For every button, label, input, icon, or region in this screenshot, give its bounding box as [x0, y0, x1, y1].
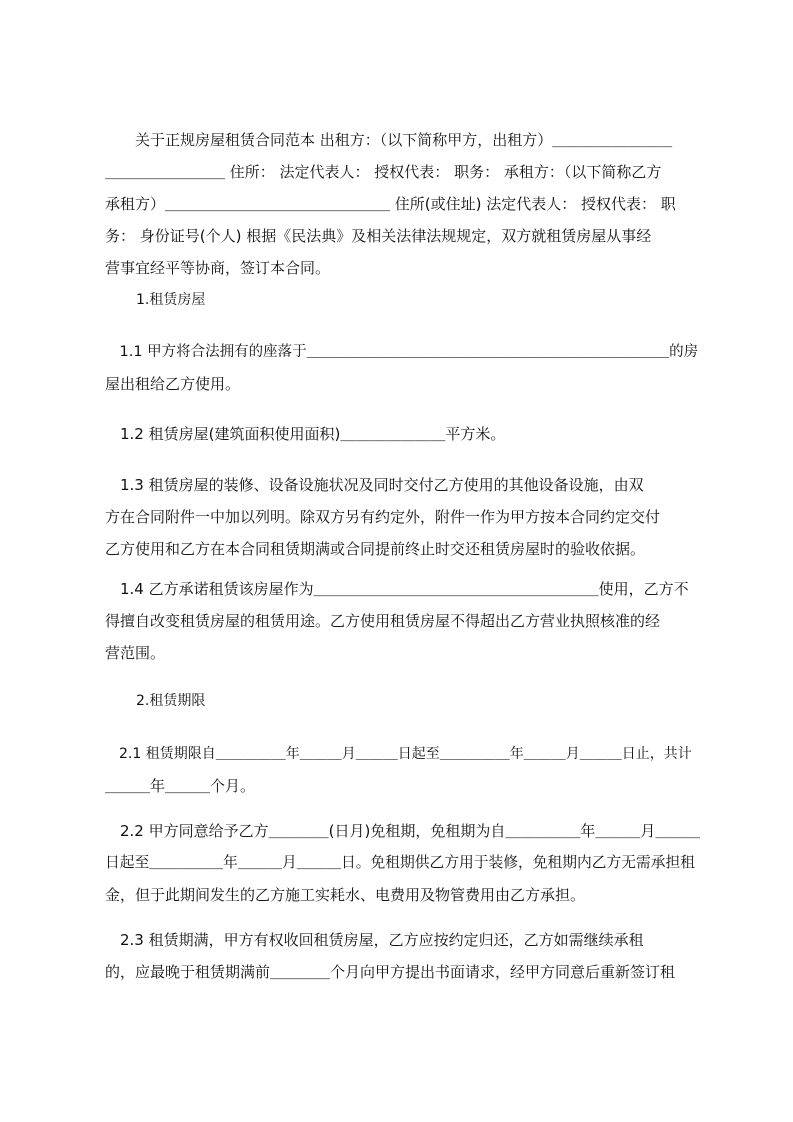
clause-1-2: [105, 418, 700, 450]
clause-2-3: [105, 924, 700, 988]
section-heading-1: 1.租赁房屋: [136, 292, 206, 308]
clause-2-1: [105, 738, 700, 802]
text-line: ＿＿＿年＿＿＿个月。: [105, 777, 256, 795]
clause-1-1: [105, 336, 700, 400]
clause-2-2: [105, 815, 700, 911]
text-line: 营范围。: [105, 644, 166, 662]
text-line: 关于正规房屋租赁合同范本 出租方：（以下简称甲方，出租方）＿＿＿＿＿＿＿＿: [105, 131, 673, 149]
clause-1-4: [105, 573, 700, 669]
section-heading-2: 2.租赁期限: [136, 693, 206, 709]
text-line: 承租方）＿＿＿＿＿＿＿＿＿＿＿＿＿＿＿ 住所(或住址) 法定代表人： 授权代表： 职: [105, 195, 676, 213]
text-line: 日起至＿＿＿＿＿年＿＿＿月＿＿＿日。免租期供乙方用于装修，免租期内乙方无需承担租: [105, 854, 695, 871]
text-line: 2.1 租赁期限自＿＿＿＿＿年＿＿＿月＿＿＿日起至＿＿＿＿＿年＿＿＿月＿＿＿日止，共计: [105, 746, 692, 762]
intro-paragraph: [105, 124, 700, 284]
text-line: 1.3 租赁房屋的装修、设备设施状况及同时交付乙方使用的其他设备设施，由双: [105, 476, 644, 494]
text-line: 金，但于此期间发生的乙方施工实耗水、电费用及物管费用由乙方承担。: [105, 886, 586, 904]
text-line: 的，应最晚于租赁期满前＿＿＿＿个月向甲方提出书面请求，经甲方同意后重新签订租: [105, 963, 676, 981]
text-line: 2.2 甲方同意给予乙方＿＿＿＿(日月)免租期，免租期为自＿＿＿＿＿年＿＿＿月＿＿＿: [105, 822, 700, 840]
text-line: 乙方使用和乙方在本合同租赁期满或合同提前终止时交还租赁房屋时的验收依据。: [105, 540, 646, 558]
text-line: 2.3 租赁期满，甲方有权收回租赁房屋，乙方应按约定归还，乙方如需继续承租: [105, 931, 644, 949]
text-line: 方在合同附件一中加以列明。除双方另有约定外，附件一作为甲方按本合同约定交付: [105, 508, 661, 526]
text-line: 1.4 乙方承诺租赁该房屋作为＿＿＿＿＿＿＿＿＿＿＿＿＿＿＿＿＿＿＿使用，乙方不: [105, 580, 689, 598]
text-line: 务： 身份证号(个人) 根据《民法典》及相关法律法规规定，双方就租赁房屋从事经: [105, 227, 652, 245]
text-line: 1.1 甲方将合法拥有的座落于＿＿＿＿＿＿＿＿＿＿＿＿＿＿＿＿＿＿＿＿＿＿＿＿＿的房: [105, 344, 699, 360]
text-line: 1.2 租赁房屋(建筑面积使用面积)＿＿＿＿＿＿＿平方米。: [105, 425, 506, 443]
text-line: 屋出租给乙方使用。: [105, 375, 241, 393]
clause-1-3: [105, 469, 700, 565]
text-line: ＿＿＿＿＿＿＿＿ 住所： 法定代表人： 授权代表： 职务： 承租方：（以下简称乙方: [105, 163, 662, 181]
text-line: 营事宜经平等协商，签订本合同。: [105, 259, 331, 277]
text-line: 得擅自改变租赁房屋的租赁用途。乙方使用租赁房屋不得超出乙方营业执照核准的经: [105, 612, 661, 630]
